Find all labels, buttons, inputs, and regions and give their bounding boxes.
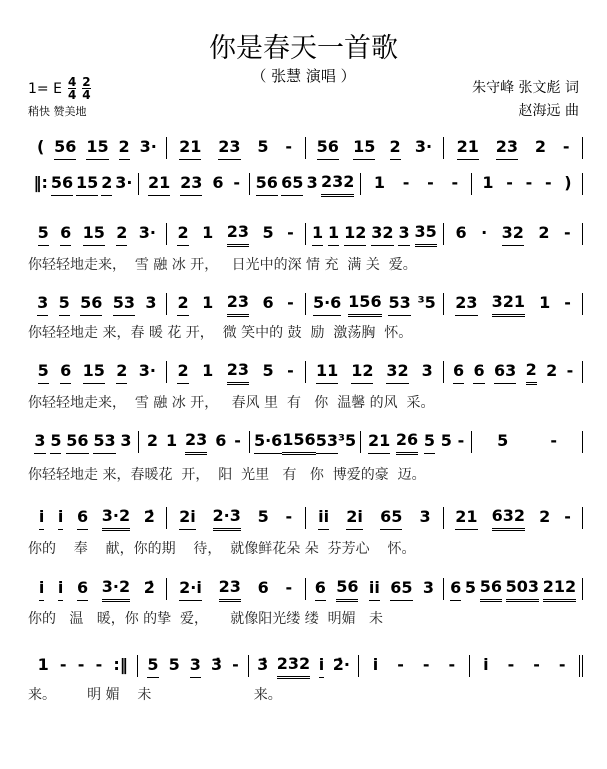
lyrics-line: 来。 明 媚 未 来。 xyxy=(28,687,282,703)
note-group: 6 xyxy=(60,223,71,246)
note-group: ii xyxy=(318,507,329,530)
note-group: - xyxy=(506,173,513,192)
note-group: 156 xyxy=(282,430,315,455)
note-group: 321 xyxy=(492,292,525,317)
note-group: 32 xyxy=(386,361,408,384)
measure xyxy=(306,293,445,315)
measure xyxy=(472,431,583,453)
note-group: 12 xyxy=(344,223,366,246)
note-group: 1 xyxy=(165,431,178,450)
measure xyxy=(444,578,583,600)
note-group: 2 xyxy=(546,361,558,380)
note-group: 2i xyxy=(346,507,363,530)
note-group: 15 xyxy=(83,361,105,384)
note-group: 23 xyxy=(455,293,477,316)
note-group: ³5 xyxy=(337,431,357,450)
note-group: 2·3 xyxy=(213,506,241,531)
note-group: 5 xyxy=(440,431,452,450)
lyrics-line: 你轻轻地走 来，春暖花 开， 阳 光里 有 你 博爱的豪 迈。 xyxy=(28,467,426,483)
note-group: 32 xyxy=(502,223,524,246)
note-group: 3· xyxy=(115,173,133,192)
notation-row xyxy=(28,136,583,160)
note-group: - xyxy=(285,137,293,156)
measure xyxy=(139,173,250,195)
note-group: - xyxy=(457,431,465,450)
measure xyxy=(167,507,306,529)
note-group: i xyxy=(319,655,324,678)
note-group: 2 xyxy=(177,293,188,316)
note-group: 5 xyxy=(464,578,477,597)
note-group: - xyxy=(232,655,239,674)
note-group: 3̇ xyxy=(210,655,223,674)
time-signature-2-4 xyxy=(82,76,90,101)
notation-row xyxy=(28,430,583,454)
measure xyxy=(167,578,306,600)
note-group: 3 xyxy=(120,431,132,450)
note-group: - xyxy=(564,293,571,312)
note-group: 23 xyxy=(227,292,249,317)
note-group: 65 xyxy=(380,507,402,530)
note-group: 1 xyxy=(202,293,214,312)
note-group: 3· xyxy=(138,223,157,242)
note-group: - xyxy=(234,431,241,450)
measure xyxy=(167,293,306,315)
note-group: 23 xyxy=(218,137,240,160)
note-group: - xyxy=(507,655,515,674)
time-signature-4-4 xyxy=(68,76,76,101)
time-den: 4 xyxy=(82,88,91,102)
note-group: 15 xyxy=(86,137,108,160)
notation-row xyxy=(28,292,583,316)
note-group: 232 xyxy=(277,654,310,679)
note-group: 6 xyxy=(257,578,269,597)
note-group: - xyxy=(285,507,293,526)
note-group: 56 xyxy=(80,293,102,316)
lyrics-line: 你轻轻地走来， 雪 融 冰 开， 日光中的深 情 充 满 关 爱。 xyxy=(28,257,417,273)
note-group: 3·2 xyxy=(102,577,130,602)
note-group: 1 xyxy=(482,173,494,192)
note-group: 15 xyxy=(353,137,375,160)
note-group: 156 xyxy=(348,292,381,317)
lyrics-line: 你的 温 暖，你 的挚 爱， 就像阳光缕 缕 明媚 未 xyxy=(28,611,384,627)
measure xyxy=(249,655,359,677)
note-group: · xyxy=(481,223,488,242)
note-group: 232 xyxy=(321,172,354,197)
note-group: - xyxy=(95,655,103,674)
note-group: i xyxy=(39,578,44,601)
note-group: 2·i xyxy=(179,578,202,601)
note-group: 56 xyxy=(256,173,278,196)
time-num: 4 xyxy=(67,75,77,89)
notation-row xyxy=(28,654,583,678)
note-group: ) xyxy=(564,173,572,192)
note-group: 1 xyxy=(539,293,551,312)
note-group: 3 xyxy=(145,293,157,312)
note-group: 2 xyxy=(116,223,127,246)
note-group: 3·2 xyxy=(102,506,130,531)
note-group: 23 xyxy=(227,360,249,385)
note-group: - xyxy=(544,173,552,192)
note-group: 2 xyxy=(539,507,551,526)
note-group: 5 xyxy=(257,137,269,156)
note-group: 32 xyxy=(371,223,393,246)
note-group: 23 xyxy=(496,137,518,160)
measure xyxy=(167,137,306,159)
note-group: 2̇ xyxy=(143,578,155,597)
key-signature xyxy=(28,76,91,101)
note-group: 65 xyxy=(281,173,303,196)
note-group: 12 xyxy=(351,361,373,384)
note-group: 6 xyxy=(473,361,484,384)
note-group: i xyxy=(58,507,63,530)
note-group: 2 xyxy=(390,137,401,160)
note-group: - xyxy=(427,173,434,192)
lyrics-line: 你轻轻地走 来，春 暖 花 开， 微 笑中的 鼓 励 激荡胸 怀。 xyxy=(28,325,413,341)
note-group: 35 xyxy=(415,222,437,247)
note-group: - xyxy=(287,361,294,380)
note-group: 5 xyxy=(38,361,49,384)
note-group: 23 xyxy=(185,430,207,455)
note-group: - xyxy=(451,173,459,192)
note-group: 3̇ xyxy=(257,655,269,674)
note-group: - xyxy=(402,173,410,192)
note-group: 6 xyxy=(215,431,227,450)
tempo-marking: 稍快 赞美地 xyxy=(28,105,87,118)
note-group: 3 xyxy=(37,293,48,316)
note-group: 6 xyxy=(453,361,464,384)
note-group: ‖: xyxy=(33,173,48,192)
note-group: 3 xyxy=(421,361,433,380)
note-group: ³5 xyxy=(417,293,436,312)
note-group: 63 xyxy=(494,361,516,384)
measure xyxy=(306,507,445,529)
note-group: 2̇· xyxy=(332,655,350,674)
note-group: - xyxy=(287,223,294,242)
note-group: 2 xyxy=(538,223,550,242)
note-group: 56 xyxy=(54,137,76,160)
note-group: 15 xyxy=(76,173,98,196)
measure xyxy=(444,507,583,529)
note-group: 2 xyxy=(526,360,537,385)
note-group: 6 xyxy=(262,293,274,312)
note-group: 53 xyxy=(388,293,410,316)
note-group: - xyxy=(564,223,571,242)
note-group: 6 xyxy=(315,578,326,601)
measure xyxy=(306,223,445,245)
note-group: 503 xyxy=(506,577,539,602)
note-group: 2̇ xyxy=(143,507,155,526)
note-group: 6 xyxy=(450,578,461,601)
measure xyxy=(306,137,445,159)
note-group: - xyxy=(77,655,85,674)
note-group: 5 xyxy=(147,655,158,678)
note-group: 1 xyxy=(37,655,49,674)
measure xyxy=(28,431,139,453)
note-group: ( xyxy=(36,137,45,156)
note-group: i xyxy=(483,655,489,674)
composer-credit: 赵海远 曲 xyxy=(518,103,579,119)
note-group: 3 xyxy=(419,507,431,526)
lyrics-line: 你轻轻地走来， 雪 融 冰 开， 春风 里 有 你 温馨 的风 采。 xyxy=(28,395,435,411)
note-group: 2 xyxy=(534,137,547,156)
note-group: 56 xyxy=(480,577,502,602)
note-group: 6 xyxy=(77,578,88,601)
note-group: i xyxy=(39,507,44,530)
note-group: 56 xyxy=(317,137,339,160)
lyricist-credit: 朱守峰 张文彪 词 xyxy=(472,80,579,96)
note-group: i xyxy=(372,655,379,674)
measure xyxy=(444,223,583,245)
note-group: - xyxy=(566,361,574,380)
time-den: 4 xyxy=(67,88,77,102)
notation-row xyxy=(28,222,583,246)
note-group: 5·6 xyxy=(254,431,282,454)
measure xyxy=(167,361,306,383)
note-group: 21 xyxy=(148,173,170,196)
measure xyxy=(361,173,472,195)
note-group: - xyxy=(448,655,456,674)
measure xyxy=(28,361,167,383)
measure xyxy=(444,361,583,383)
note-group: 56 xyxy=(51,173,73,196)
notation-row xyxy=(28,506,583,530)
note-group: - xyxy=(564,507,571,526)
notation-row xyxy=(28,360,583,384)
note-group: ii xyxy=(369,578,380,601)
note-group: - xyxy=(59,655,67,674)
note-group: i xyxy=(58,578,63,601)
note-group: 21 xyxy=(457,137,479,160)
measure xyxy=(250,431,361,453)
note-group: 1 xyxy=(328,223,339,246)
note-group: 1 xyxy=(202,223,214,242)
note-group: 53 xyxy=(93,431,115,454)
note-group: 5 xyxy=(38,223,49,246)
note-group: 5 xyxy=(424,431,435,454)
note-group: 23 xyxy=(227,222,249,247)
note-group: 1 xyxy=(312,223,323,246)
note-group: 3· xyxy=(414,137,433,156)
note-group: 212 xyxy=(543,577,576,602)
song-title: 你是春天一首歌 xyxy=(209,33,398,64)
note-group: - xyxy=(533,655,540,674)
note-group: 21 xyxy=(368,431,390,454)
measure xyxy=(28,578,167,600)
note-group: 5 xyxy=(257,507,269,526)
singer-credit: （ 张慧 演唱 ） xyxy=(251,67,356,85)
notation-row xyxy=(28,577,583,601)
note-group: 21 xyxy=(455,507,477,530)
note-group: 2 xyxy=(146,431,159,450)
note-group: - xyxy=(562,137,570,156)
note-group: 3 xyxy=(34,431,45,454)
note-group: 5 xyxy=(50,431,61,454)
note-group: - xyxy=(285,578,293,597)
measure xyxy=(139,431,250,453)
note-group: 6 xyxy=(60,361,71,384)
note-group: 53 xyxy=(316,431,338,454)
measure xyxy=(444,137,583,159)
note-group: 5 xyxy=(168,655,180,674)
note-group: 3· xyxy=(139,137,157,156)
note-group: 2 xyxy=(101,173,112,196)
note-group: 2 xyxy=(177,361,188,384)
note-group: 5 xyxy=(262,361,274,380)
note-group: 1 xyxy=(373,173,385,192)
note-group: 5 xyxy=(59,293,70,316)
measure xyxy=(472,173,583,195)
note-group: 1 xyxy=(202,361,214,380)
measure xyxy=(28,655,138,677)
measure xyxy=(306,361,445,383)
note-group: - xyxy=(287,293,294,312)
note-group: 5 xyxy=(262,223,274,242)
measure xyxy=(28,223,167,245)
key-label: 1= E xyxy=(28,80,62,97)
note-group: 23 xyxy=(180,173,202,196)
note-group: 5·6 xyxy=(313,293,341,316)
note-group: 6 xyxy=(212,173,224,192)
note-group: 3 xyxy=(306,173,318,192)
measure xyxy=(250,173,361,195)
note-group: 2 xyxy=(116,361,127,384)
measure xyxy=(28,293,167,315)
notation-row xyxy=(28,172,583,196)
note-group: - xyxy=(550,431,557,450)
note-group: 65 xyxy=(390,578,412,601)
note-group: - xyxy=(233,173,241,192)
note-group: - xyxy=(525,173,533,192)
measure xyxy=(138,655,248,677)
note-group: 53 xyxy=(113,293,135,316)
measure xyxy=(167,223,306,245)
note-group: 21 xyxy=(179,137,201,160)
note-group: :‖ xyxy=(113,655,128,674)
note-group: - xyxy=(422,655,430,674)
measure xyxy=(359,655,469,677)
note-group: 3 xyxy=(398,223,409,246)
note-group: 56 xyxy=(336,577,358,602)
measure xyxy=(28,137,167,159)
note-group: 5 xyxy=(497,431,509,450)
note-group: 2 xyxy=(119,137,130,160)
measure xyxy=(28,507,167,529)
note-group: 6 xyxy=(455,223,467,242)
note-group: 3· xyxy=(138,361,157,380)
note-group: 56 xyxy=(66,431,88,454)
measure xyxy=(28,173,139,195)
note-group: - xyxy=(558,655,566,674)
note-group: 15 xyxy=(83,223,105,246)
time-num: 2 xyxy=(82,75,91,89)
measure xyxy=(306,578,445,600)
note-group: 2i xyxy=(179,507,196,530)
note-group: 6 xyxy=(77,507,88,530)
note-group: 26 xyxy=(396,430,418,455)
measure xyxy=(361,431,472,453)
note-group: 632 xyxy=(492,506,525,531)
note-group: 11 xyxy=(316,361,338,384)
note-group: 3 xyxy=(422,578,435,597)
note-group: 23 xyxy=(219,577,241,602)
note-group: 2 xyxy=(177,223,188,246)
measure xyxy=(470,655,583,677)
note-group: 3 xyxy=(190,655,201,678)
note-group: - xyxy=(397,655,404,674)
measure xyxy=(444,293,583,315)
lyrics-line: 你的 奉 献，你的期 待， 就像鲜花朵 朵 芬芳心 怀。 xyxy=(28,541,416,557)
